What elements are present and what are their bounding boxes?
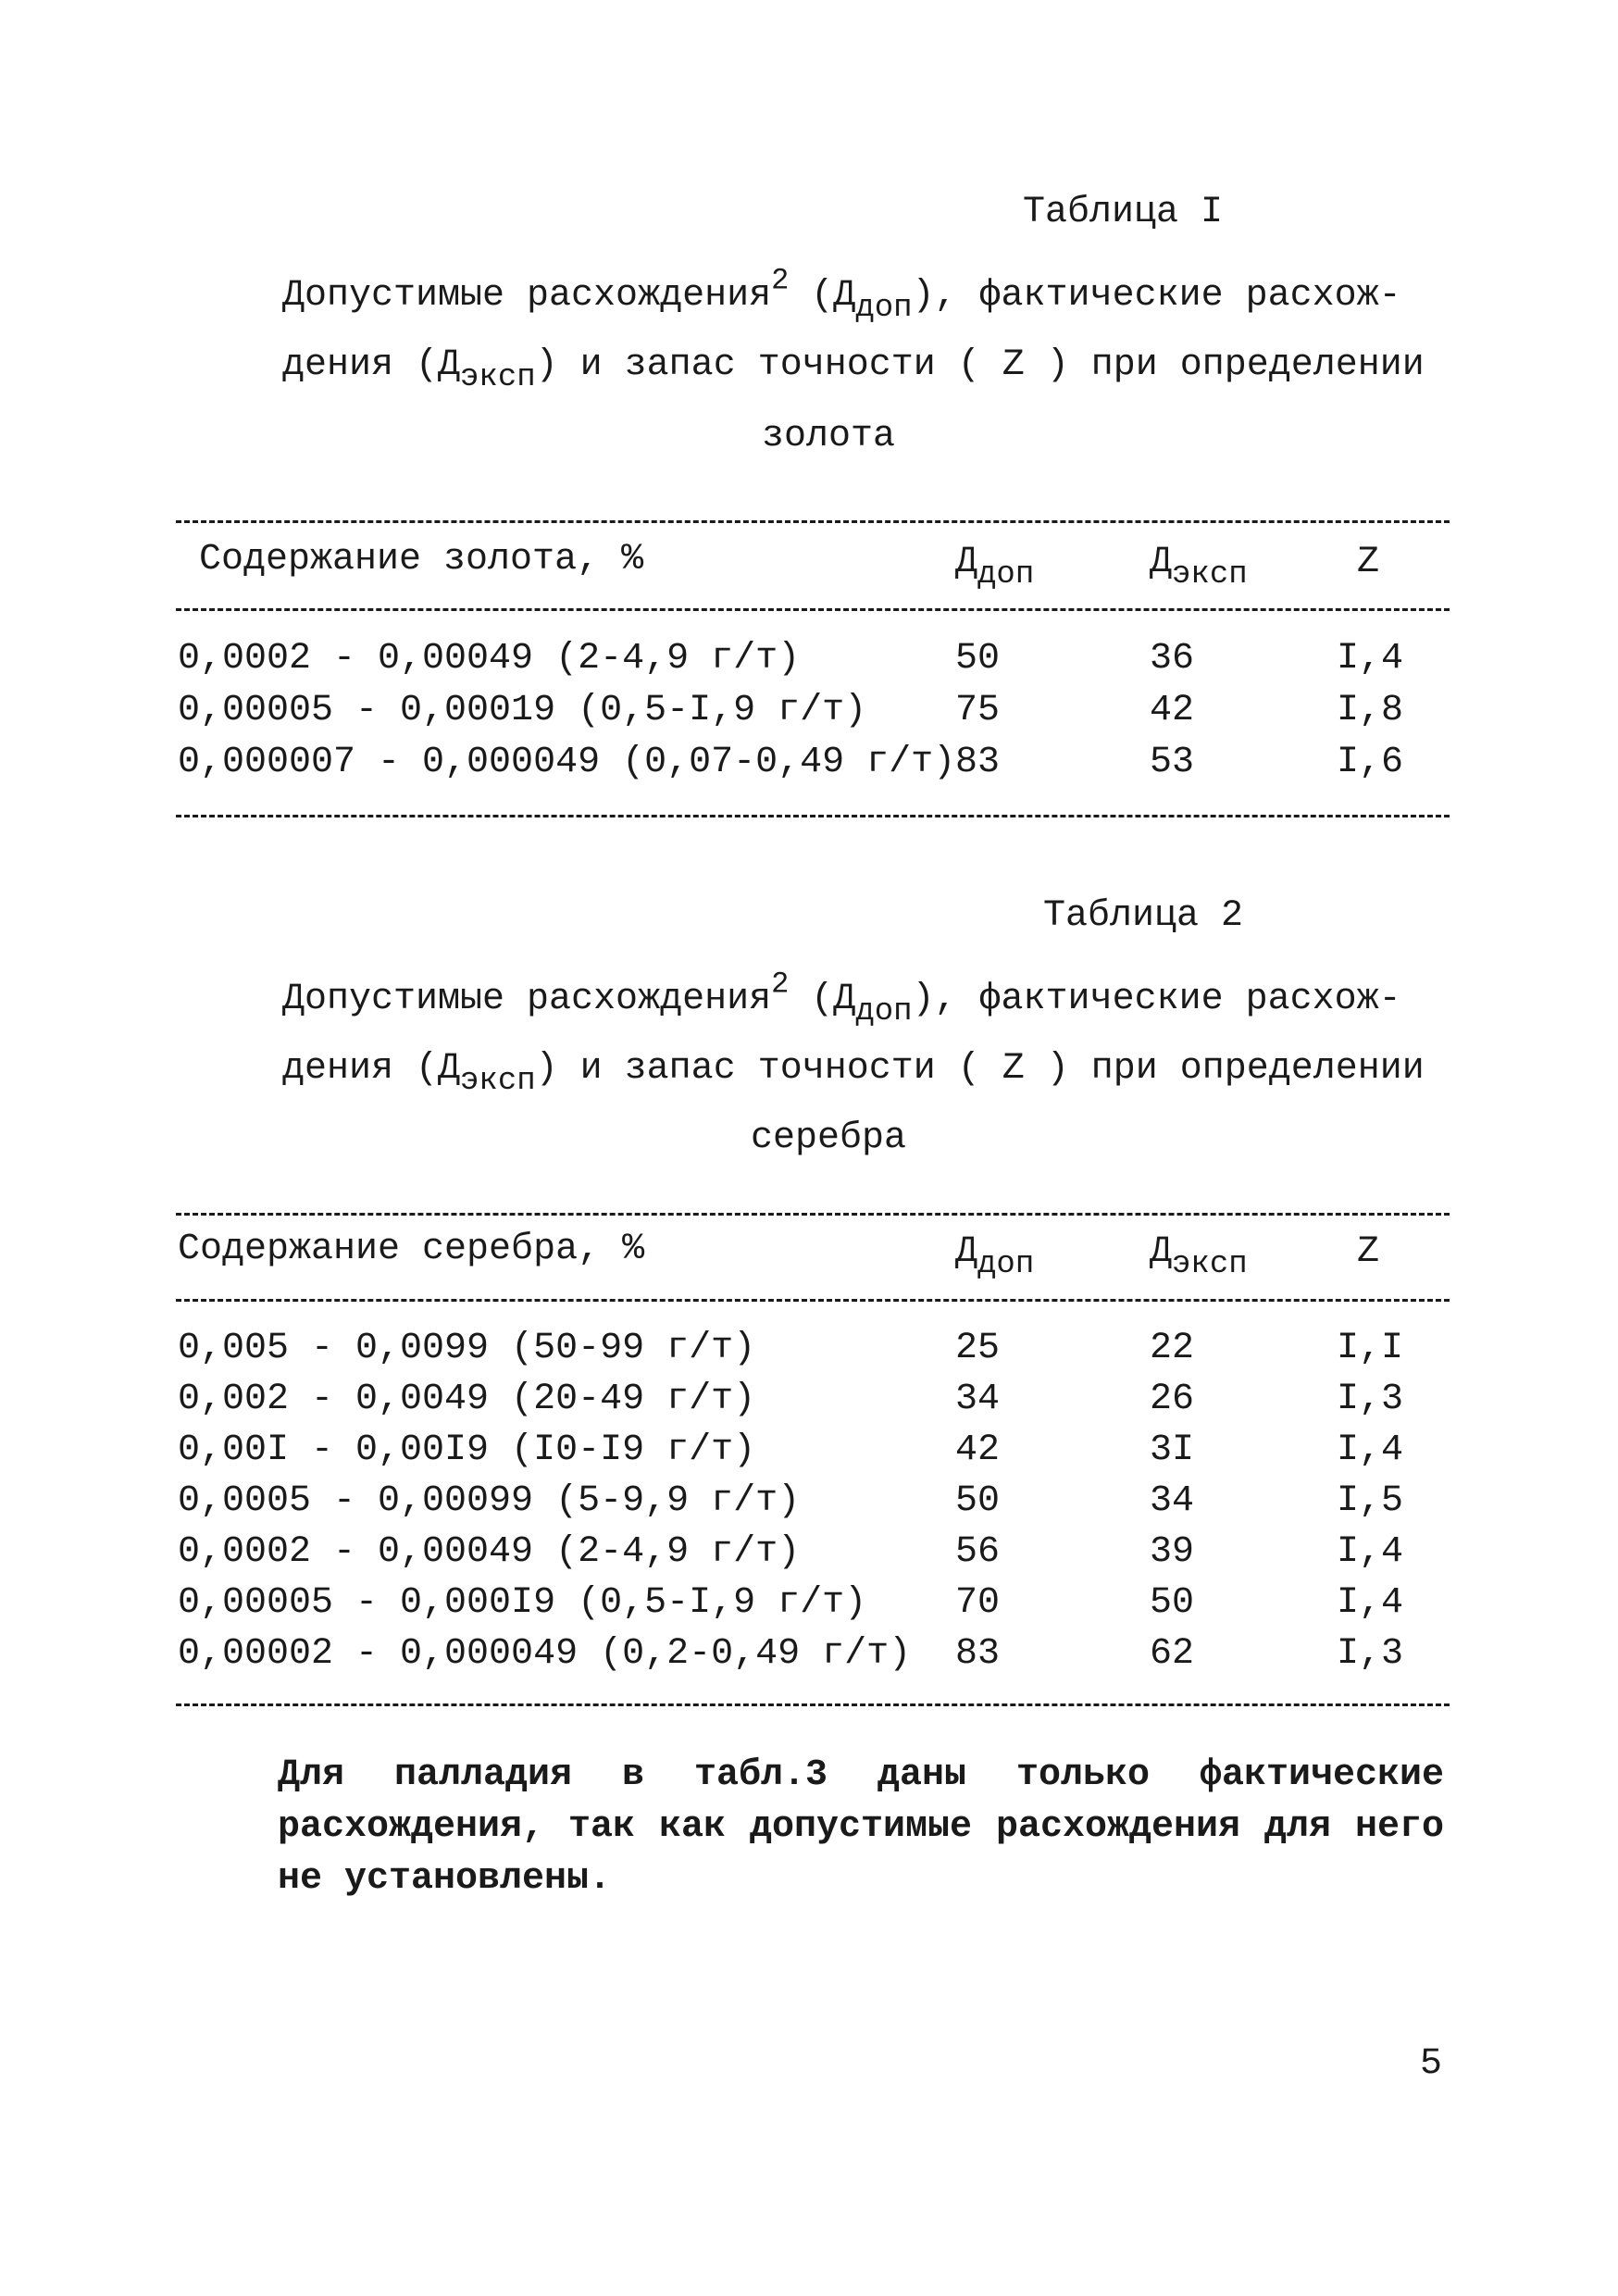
page-number: 5 [1420,2043,1443,2085]
table1-row3-content: 0,000007 - 0,000049 (0,07-0,49 г/т) [178,742,956,783]
table1-row2-eksp: 42 [1150,690,1195,731]
table1-title-line3: золота [761,416,896,457]
table2-row4-eksp: 34 [1150,1480,1195,1522]
table2-row7-eksp: 62 [1150,1633,1195,1675]
table1-top-rule [176,520,1450,523]
table2-row3-eksp: 3I [1150,1429,1195,1471]
table1-row1-z: I,4 [1337,638,1404,680]
table1-title-line2: дения $(Д_{эксп})$ и запас точности ( Z ) при определении [282,344,1425,395]
table2-row4-z: I,5 [1337,1480,1404,1522]
table1-header-z: Z [1357,542,1380,583]
table1-bottom-rule [176,815,1450,817]
table1-header-content: Содержание золота, % [199,539,644,580]
table2-row2-z: I,3 [1337,1379,1404,1420]
table2-row6-dop: 70 [955,1582,1001,1624]
table2-caption: Таблица 2 [1043,895,1244,937]
table2-row3-dop: 42 [955,1429,1001,1471]
table2-header-content: Содержание серебра, % [178,1229,645,1270]
table1-caption: Таблица I [1023,192,1224,233]
table2-header-eksp: $Д_{эксп}$ [1150,1231,1248,1282]
table2-row5-z: I,4 [1337,1531,1404,1573]
table2-row2-content: 0,002 - 0,0049 (20-49 г/т) [178,1379,756,1420]
table2-row7-content: 0,00002 - 0,000049 (0,2-0,49 г/т) [178,1633,912,1675]
table2-row3-z: I,4 [1337,1429,1404,1471]
table2-row5-content: 0,0002 - 0,00049 (2-4,9 г/т) [178,1531,801,1573]
table2-row7-dop: 83 [955,1633,1001,1675]
table2-row3-content: 0,00I - 0,00I9 (I0-I9 г/т) [178,1429,756,1471]
table1-row1-dop: 50 [955,638,1001,680]
table1-row3-z: I,6 [1337,742,1404,783]
table2-row1-content: 0,005 - 0,0099 (50-99 г/т) [178,1328,756,1369]
table2-row4-dop: 50 [955,1480,1001,1522]
table2-bottom-rule [176,1703,1450,1706]
table2-row2-eksp: 26 [1150,1379,1195,1420]
table1-title-line1: Допустимые расхождения$^2$ $(Д_{доп})$, фактические расхож- [282,263,1401,326]
table2-row1-z: I,I [1337,1328,1404,1369]
table2-row1-dop: 25 [955,1328,1001,1369]
table1-row3-dop: 83 [955,742,1001,783]
table2-row4-content: 0,0005 - 0,00099 (5-9,9 г/т) [178,1480,801,1522]
table2-row5-eksp: 39 [1150,1531,1195,1573]
table1-row2-dop: 75 [955,690,1001,731]
table2-header-rule [176,1299,1450,1302]
table2-title-line1: Допустимые расхождения$^2$ $(Д_{доп})$, фактические расхож- [282,967,1401,1029]
table2-title-line3: серебра [750,1117,907,1159]
table1-header-rule [176,608,1450,611]
table1-row2-z: I,8 [1337,690,1404,731]
table1-header-eksp: $Д_{эксп}$ [1150,542,1248,593]
table2-row7-z: I,3 [1337,1633,1404,1675]
table1-header-dop: $Д_{доп}$ [955,542,1035,593]
table2-row1-eksp: 22 [1150,1328,1195,1369]
palladium-note: Для палладия в табл.3 даны только фактические расхождения, так как допустимые расхождения для него не установлены. [278,1754,1444,1900]
table1-row2-content: 0,00005 - 0,00019 (0,5-I,9 г/т) [178,690,867,731]
table2-row6-eksp: 50 [1150,1582,1195,1624]
table2-row2-dop: 34 [955,1379,1001,1420]
table1-row1-content: 0,0002 - 0,00049 (2-4,9 г/т) [178,638,801,680]
table2-row6-content: 0,00005 - 0,000I9 (0,5-I,9 г/т) [178,1582,867,1624]
table2-row6-z: I,4 [1337,1582,1404,1624]
table2-header-z: Z [1357,1231,1380,1273]
table2-title-line2: дения $(Д_{эксп})$ и запас точности ( Z ) при определении [282,1048,1425,1099]
table2-header-dop: $Д_{доп}$ [955,1231,1035,1282]
table1-row3-eksp: 53 [1150,742,1195,783]
table2-row5-dop: 56 [955,1531,1001,1573]
table2-top-rule [176,1213,1450,1216]
table1-row1-eksp: 36 [1150,638,1195,680]
